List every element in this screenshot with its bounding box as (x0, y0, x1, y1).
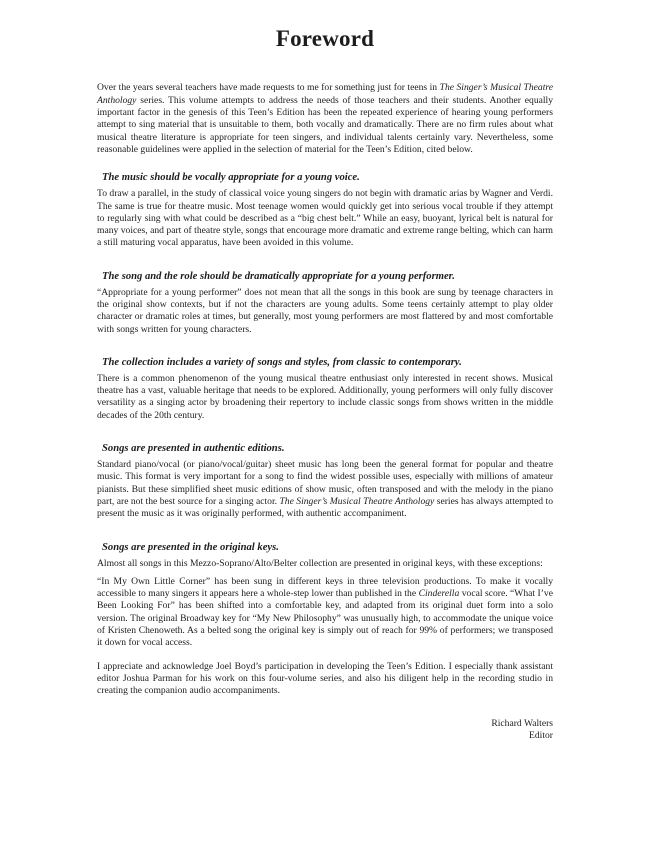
section-heading: Songs are presented in authentic editions. (102, 443, 285, 455)
section (97, 356, 553, 422)
section-paragraph (97, 373, 553, 422)
text-run: vocal score. “What I’ve Been Looking For” has been shifted into a comfortable key, and adapted from its original duet form into a solo version. The original Broadway key for “My New Philosophy” was unusually high, to accommodate the unique voice of Kristen Chenoweth. As a belted song the original key is simply out of reach for 99% of performers; we transposed it down for vocal access. (97, 588, 553, 649)
text-run: There is a common phenomenon of the young musical theatre enthusiast only interested in recent shows. Musical theatre has a vast, valuable heritage that needs to be explored. Additionally, young performers will only fully discover versatility as a singing actor by broadening their repertory to include classic songs from shows written in the middle decades of the 20th century. (97, 372, 553, 421)
italic-run: The Singer’s Musical Theatre Anthology (279, 495, 435, 507)
signature-name: Richard Walters (491, 717, 553, 729)
text-run: To draw a parallel, in the study of classical voice young singers do not begin with dramatic arias by Wagner and Verdi. The same is true for theatre music. Most teenage women would quickly get into serious vocal trouble if they attempt to regularly sing with what could be described as a “big chest belt.” While an easy, buoyant, lyrical belt is natural for many voices, and part of theatre style, songs that encourage more dramatic and extreme range belting, which can harm a still maturing vocal apparatus, have been avoided in this volume. (97, 188, 553, 249)
intro-paragraph (97, 82, 553, 156)
section-heading: The collection includes a variety of songs and styles, from classic to contemporary. (102, 356, 462, 368)
closing-paragraph (97, 661, 553, 698)
section-heading: Songs are presented in the original keys. (102, 541, 279, 553)
section (97, 442, 553, 520)
page-content (97, 26, 553, 742)
section-paragraphs (97, 373, 553, 422)
section-heading: The song and the role should be dramatically appropriate for a young performer. (102, 270, 455, 282)
section-paragraph (97, 558, 553, 570)
section-paragraph (97, 287, 553, 336)
signature-role: Editor (529, 729, 553, 741)
text-run: “Appropriate for a young performer” does not mean that all the songs in this book are sung by teenage characters in the original show contexts, but if not the characters are young adults. Some teens certainly attempt to play older character or dramatic roles at times, but generally, most young performers are most flattered by and most comfortable with songs written for young characters. (97, 286, 553, 335)
section-heading: The music should be vocally appropriate for a young voice. (102, 172, 360, 184)
section-paragraphs (97, 558, 553, 650)
sections-container (97, 171, 553, 649)
italic-run: Cinderella (418, 588, 460, 600)
italic-run: The Singer’s Musical Theatre Anthology (97, 82, 553, 106)
text-run: series. This volume attempts to address the needs of those teachers and their students. Another equally important factor in the genesis of this Teen’s Edition has been the repeated experience of hearing young performers attempt to sing material that is unsuitable to them, both vocally and dramatically. There are no firm rules about what musical theatre literature is appropriate for teen singers, and individual talents certainly vary. Nevertheless, some reasonable guidelines were applied in the selection of material for the Teen’s Edition, cited below. (97, 94, 553, 155)
section-paragraphs (97, 287, 553, 336)
text-run: Almost all songs in this Mezzo-Soprano/Alto/Belter collection are presented in original keys, with these exceptions: (97, 557, 543, 569)
text-run: “In My Own Little Corner” has been sung in different keys in three television productions. To make it vocally accessible to many singers it appears here a whole-step lower than published in the (97, 575, 553, 600)
text-run: Standard piano/vocal (or piano/vocal/guitar) sheet music has long been the general format for popular and theatre music. This format is very important for a song to find the widest possible uses, especially with millions of amateur pianists. But these simplified sheet music editions of show music, often transposed and with the melody in the piano part, are not the best source for a singing actor. (97, 459, 553, 507)
page-title: Foreword (275, 26, 375, 51)
section-paragraph (97, 459, 553, 520)
text-run: series has always attempted to present the music as it was originally performed, with authentic accompaniment. (97, 495, 553, 520)
section (97, 171, 553, 249)
text-run: Over the years several teachers have made requests to me for something just for teens in (97, 82, 440, 94)
signature-block (97, 718, 553, 743)
section (97, 541, 553, 650)
section (97, 270, 553, 336)
section-paragraph (97, 576, 553, 650)
section-paragraphs (97, 188, 553, 249)
section-paragraphs (97, 459, 553, 520)
text-run: I appreciate and acknowledge Joel Boyd’s participation in developing the Teen’s Edition. I especially thank assistant editor Joshua Parman for his work on this four-volume series, and also his diligent help in the recording studio in creating the companion audio accompaniments. (97, 660, 553, 697)
section-paragraph (97, 188, 553, 249)
